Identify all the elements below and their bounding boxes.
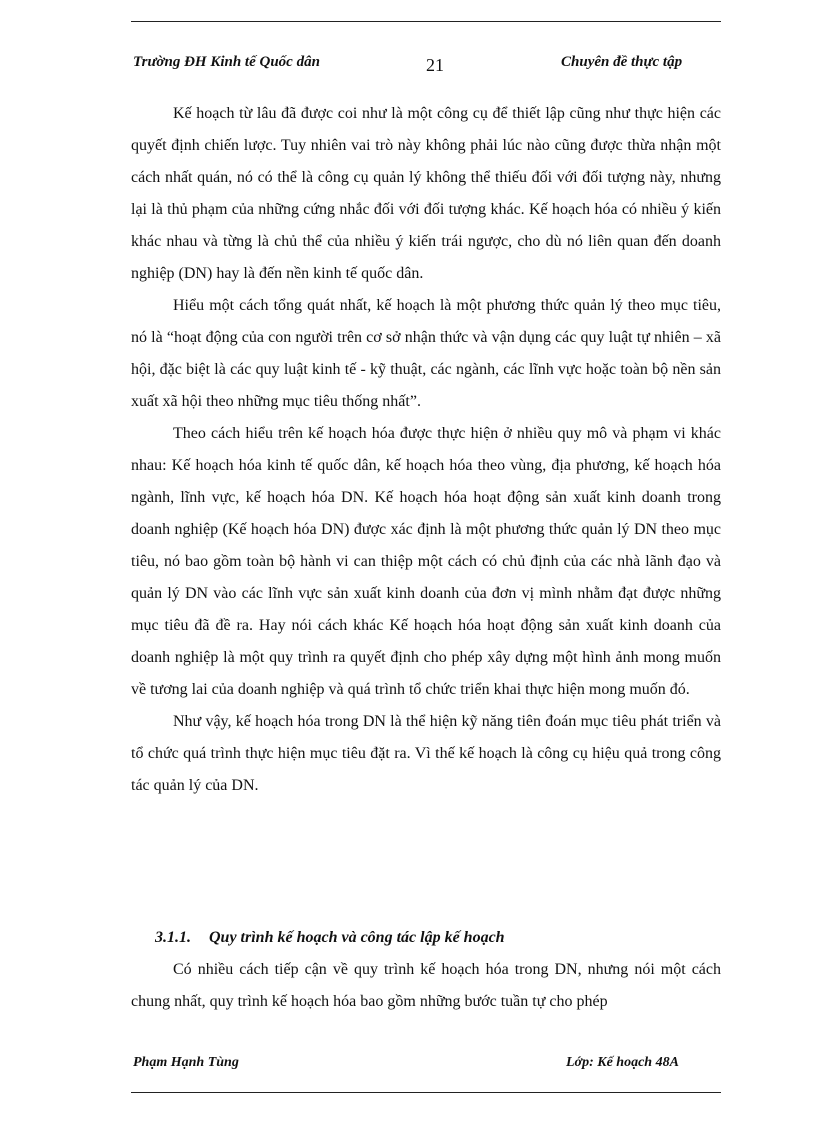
paragraph-3: Theo cách hiểu trên kế hoạch hóa được thực hiện ở nhiều quy mô và phạm vi khác nhau: Kế hoạch hóa kinh tế quốc dân, kế hoạch hóa theo vùng, địa phương, kế hoạch hóa ngành, lĩnh vực, kế hoạch hóa DN. Kế hoạch hóa hoạt động sản xuất kinh doanh trong doanh nghiệp (Kế hoạch hóa DN) được xác định là một phương thức quản lý DN theo mục tiêu, nó bao gồm toàn bộ hành vi can thiệp một cách có chủ định của các nhà lãnh đạo và quản lý DN vào các lĩnh vực sản xuất kinh doanh của đơn vị mình nhằm đạt được những mục tiêu đã đề ra. Hay nói cách khác Kế hoạch hóa hoạt động sản xuất kinh doanh của doanh nghiệp là một quy trình ra quyết định cho phép xây dựng một hình ảnh mong muốn về tương lai của doanh nghiệp và quá trình tổ chức triển khai thực hiện mong muốn đó. [131,425,721,698]
section-heading [131,922,721,954]
footer-rule [131,1092,721,1093]
section-paragraph: Có nhiều cách tiếp cận về quy trình kế hoạch hóa trong DN, nhưng nói một cách chung nhất, quy trình kế hoạch hóa bao gồm những bước tuần tự cho phép [131,961,721,1010]
footer-author: Phạm Hạnh Tùng [133,1055,239,1070]
page-number: 21 [426,55,444,75]
paragraph-4: Như vậy, kế hoạch hóa trong DN là thể hiện kỹ năng tiên đoán mục tiêu phát triển và tổ chức quá trình thực hiện mục tiêu đặt ra. Vì thế kế hoạch là công cụ hiệu quả trong công tác quản lý của DN. [131,713,721,794]
footer-class: Lớp: Kế hoạch 48A [566,1055,679,1070]
section-3-1-1 [131,922,721,1018]
header-school: Trường ĐH Kinh tế Quốc dân [133,54,320,70]
header-doc-type: Chuyên đề thực tập [561,54,683,70]
section-title: Quy trình kế hoạch và công tác lập kế hoạch [209,929,505,946]
header-rule [131,21,721,22]
paragraph-2: Hiểu một cách tổng quát nhất, kế hoạch là một phương thức quản lý theo mục tiêu, nó là “hoạt động của con người trên cơ sở nhận thức và vận dụng các quy luật tự nhiên – xã hội, đặc biệt là các quy luật kinh tế - kỹ thuật, các ngành, các lĩnh vực hoặc toàn bộ nền sản xuất xã hội theo những mục tiêu thống nhất”. [131,297,721,410]
section-number: 3.1.1. [155,929,191,946]
body-text [131,98,721,802]
paragraph-1: Kế hoạch từ lâu đã được coi như là một công cụ để thiết lập cũng như thực hiện các quyết định chiến lược. Tuy nhiên vai trò này không phải lúc nào cũng được thừa nhận một cách nhất quán, nó có thể là công cụ quản lý không thể thiếu đối với đối tượng này, nhưng lại là thủ phạm của những cứng nhắc đối với đối tượng khác. Kế hoạch hóa có nhiều ý kiến khác nhau và từng là chủ thể của nhiều ý kiến trái ngược, cho dù nó liên quan đến doanh nghiệp (DN) hay là đến nền kinh tế quốc dân. [131,105,721,282]
